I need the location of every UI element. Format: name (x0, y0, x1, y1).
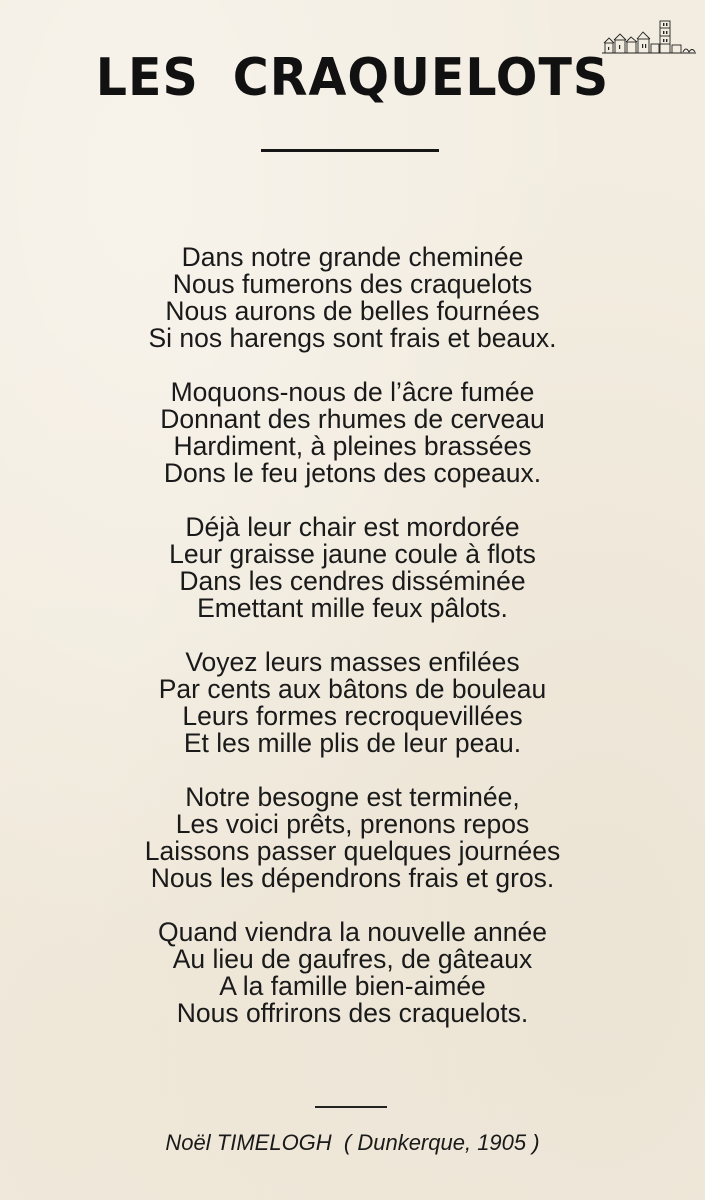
verse-line: Nous offrirons des craquelots. (176, 998, 529, 1028)
verse-line: Par cents aux bâtons de bouleau (158, 674, 547, 704)
stanza (0, 919, 705, 1027)
title-divider (261, 149, 439, 152)
verse-line: Quand viendra la nouvelle année (158, 917, 547, 947)
verse-line: Si nos harengs sont frais et beaux. (148, 323, 557, 353)
verse-line: Moquons-nous de l’âcre fumée (170, 377, 535, 407)
verse-line: Laissons passer quelques journées (144, 836, 561, 866)
verse-line: Leur graisse jaune coule à flots (169, 539, 536, 569)
verse-line: Emettant mille feux pâlots. (197, 593, 508, 623)
poem-body (0, 244, 705, 1054)
verse-line: Hardiment, à pleines brassées (173, 431, 532, 461)
stanza (0, 514, 705, 622)
verse-line: Dons le feu jetons des copeaux. (163, 458, 542, 488)
stanza (0, 784, 705, 892)
verse-line: Leurs formes recroquevillées (182, 701, 523, 731)
verse-line: Dans notre grande cheminée (181, 242, 524, 272)
stanza (0, 379, 705, 487)
signature-divider (315, 1106, 387, 1108)
verse-line: Et les mille plis de leur peau. (183, 728, 522, 758)
stanza (0, 244, 705, 352)
verse-line: Nous fumerons des craquelots (172, 269, 533, 299)
verse-line: Notre besogne est terminée, (185, 782, 520, 812)
verse-line: Nous les dépendrons frais et gros. (150, 863, 555, 893)
verse-line: Dans les cendres disséminée (179, 566, 526, 596)
verse-line: Au lieu de gaufres, de gâteaux (172, 944, 533, 974)
verse-line: A la famille bien-aimée (219, 971, 486, 1001)
stanza (0, 649, 705, 757)
title-word: CRAQUELOTS (232, 47, 610, 108)
author-signature: Noël TIMELOGH ( Dunkerque, 1905 ) (165, 1130, 540, 1155)
verse-line: Nous aurons de belles fournées (165, 296, 540, 326)
verse-line: Donnant des rhumes de cerveau (160, 404, 545, 434)
verse-line: Voyez leurs masses enfilées (185, 647, 520, 677)
page-title (0, 44, 705, 111)
verse-line: Les voici prêts, prenons repos (175, 809, 530, 839)
verse-line: Déjà leur chair est mordorée (185, 512, 520, 542)
title-word: LES (95, 47, 199, 108)
